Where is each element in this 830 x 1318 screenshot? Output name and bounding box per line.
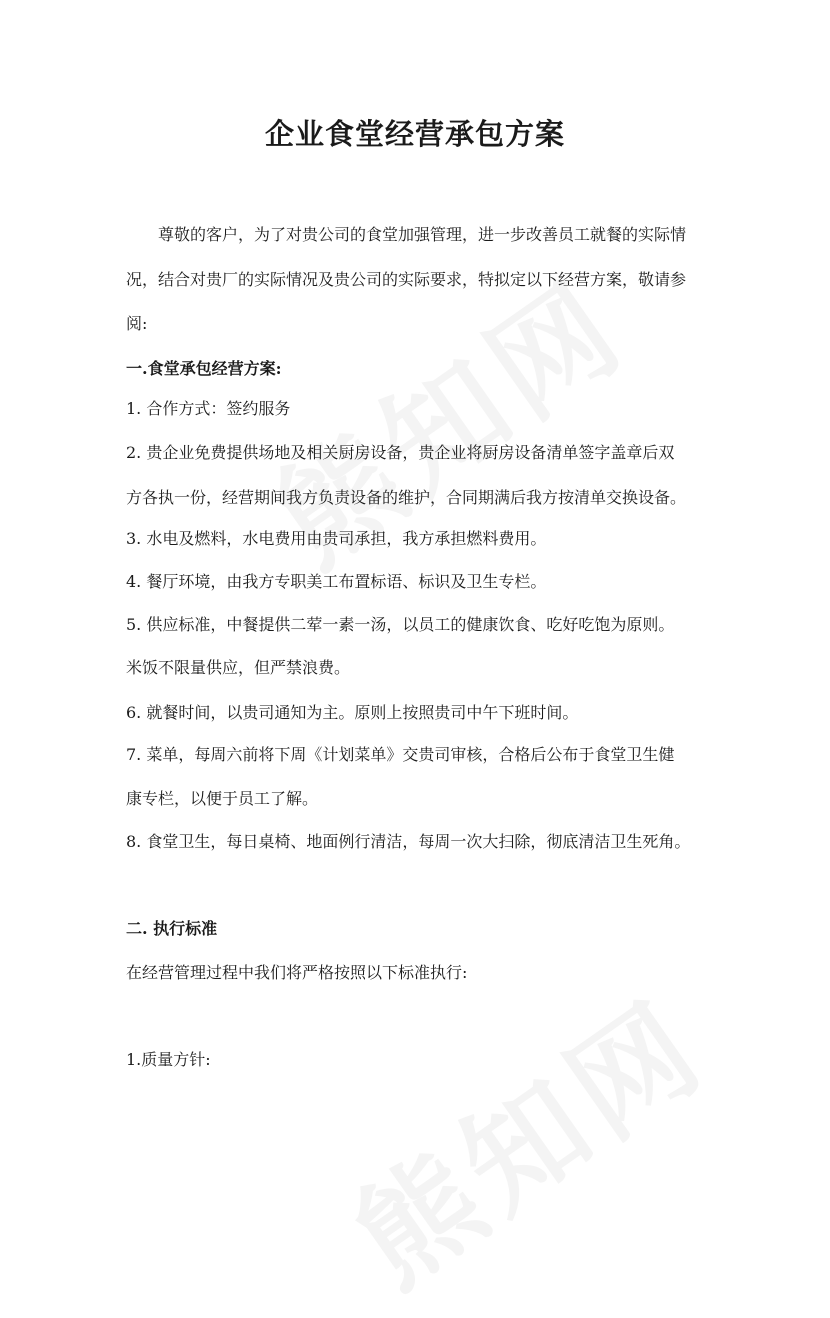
sub-heading: 1.质量方针: <box>126 1050 211 1069</box>
list-item: 1. 合作方式：签约服务 <box>126 399 291 418</box>
list-item: 康专栏，以便于员工了解。 <box>126 789 319 808</box>
page-title: 企业食堂经营承包方案 <box>264 117 565 151</box>
list-item: 7. 菜单，每周六前将下周《计划菜单》交贵司审核，合格后公布于食堂卫生健 <box>126 745 675 764</box>
list-item: 6. 就餐时间，以贵司通知为主。原则上按照贵司中午下班时间。 <box>126 703 579 722</box>
intro-line: 阅: <box>126 314 148 333</box>
list-item: 方各执一份，经营期间我方负责设备的维护，合同期满后我方按清单交换设备。 <box>126 488 687 507</box>
list-item: 2. 贵企业免费提供场地及相关厨房设备，贵企业将厨房设备清单签字盖章后双 <box>126 443 675 462</box>
list-item: 4. 餐厅环境，由我方专职美工布置标语、标识及卫生专栏。 <box>126 572 547 591</box>
list-item: 8. 食堂卫生，每日桌椅、地面例行清洁，每周一次大扫除，彻底清洁卫生死角。 <box>126 832 691 851</box>
list-item: 3. 水电及燃料，水电费用由贵司承担，我方承担燃料费用。 <box>126 529 547 548</box>
section-heading: 一.食堂承包经营方案: <box>126 359 282 378</box>
intro-line: 况，结合对贵厂的实际情况及贵公司的实际要求，特拟定以下经营方案，敬请参 <box>126 270 687 289</box>
list-item: 米饭不限量供应，但严禁浪费。 <box>126 658 351 677</box>
section-heading: 二. 执行标准 <box>126 919 218 938</box>
list-item: 5. 供应标准，中餐提供二荤一素一汤，以员工的健康饮食、吃好吃饱为原则。 <box>126 615 675 634</box>
intro-line: 尊敬的客户，为了对贵公司的食堂加强管理，进一步改善员工就餐的实际情 <box>158 225 687 244</box>
section-intro: 在经营管理过程中我们将严格按照以下标准执行: <box>126 963 468 982</box>
watermark <box>316 954 734 1318</box>
